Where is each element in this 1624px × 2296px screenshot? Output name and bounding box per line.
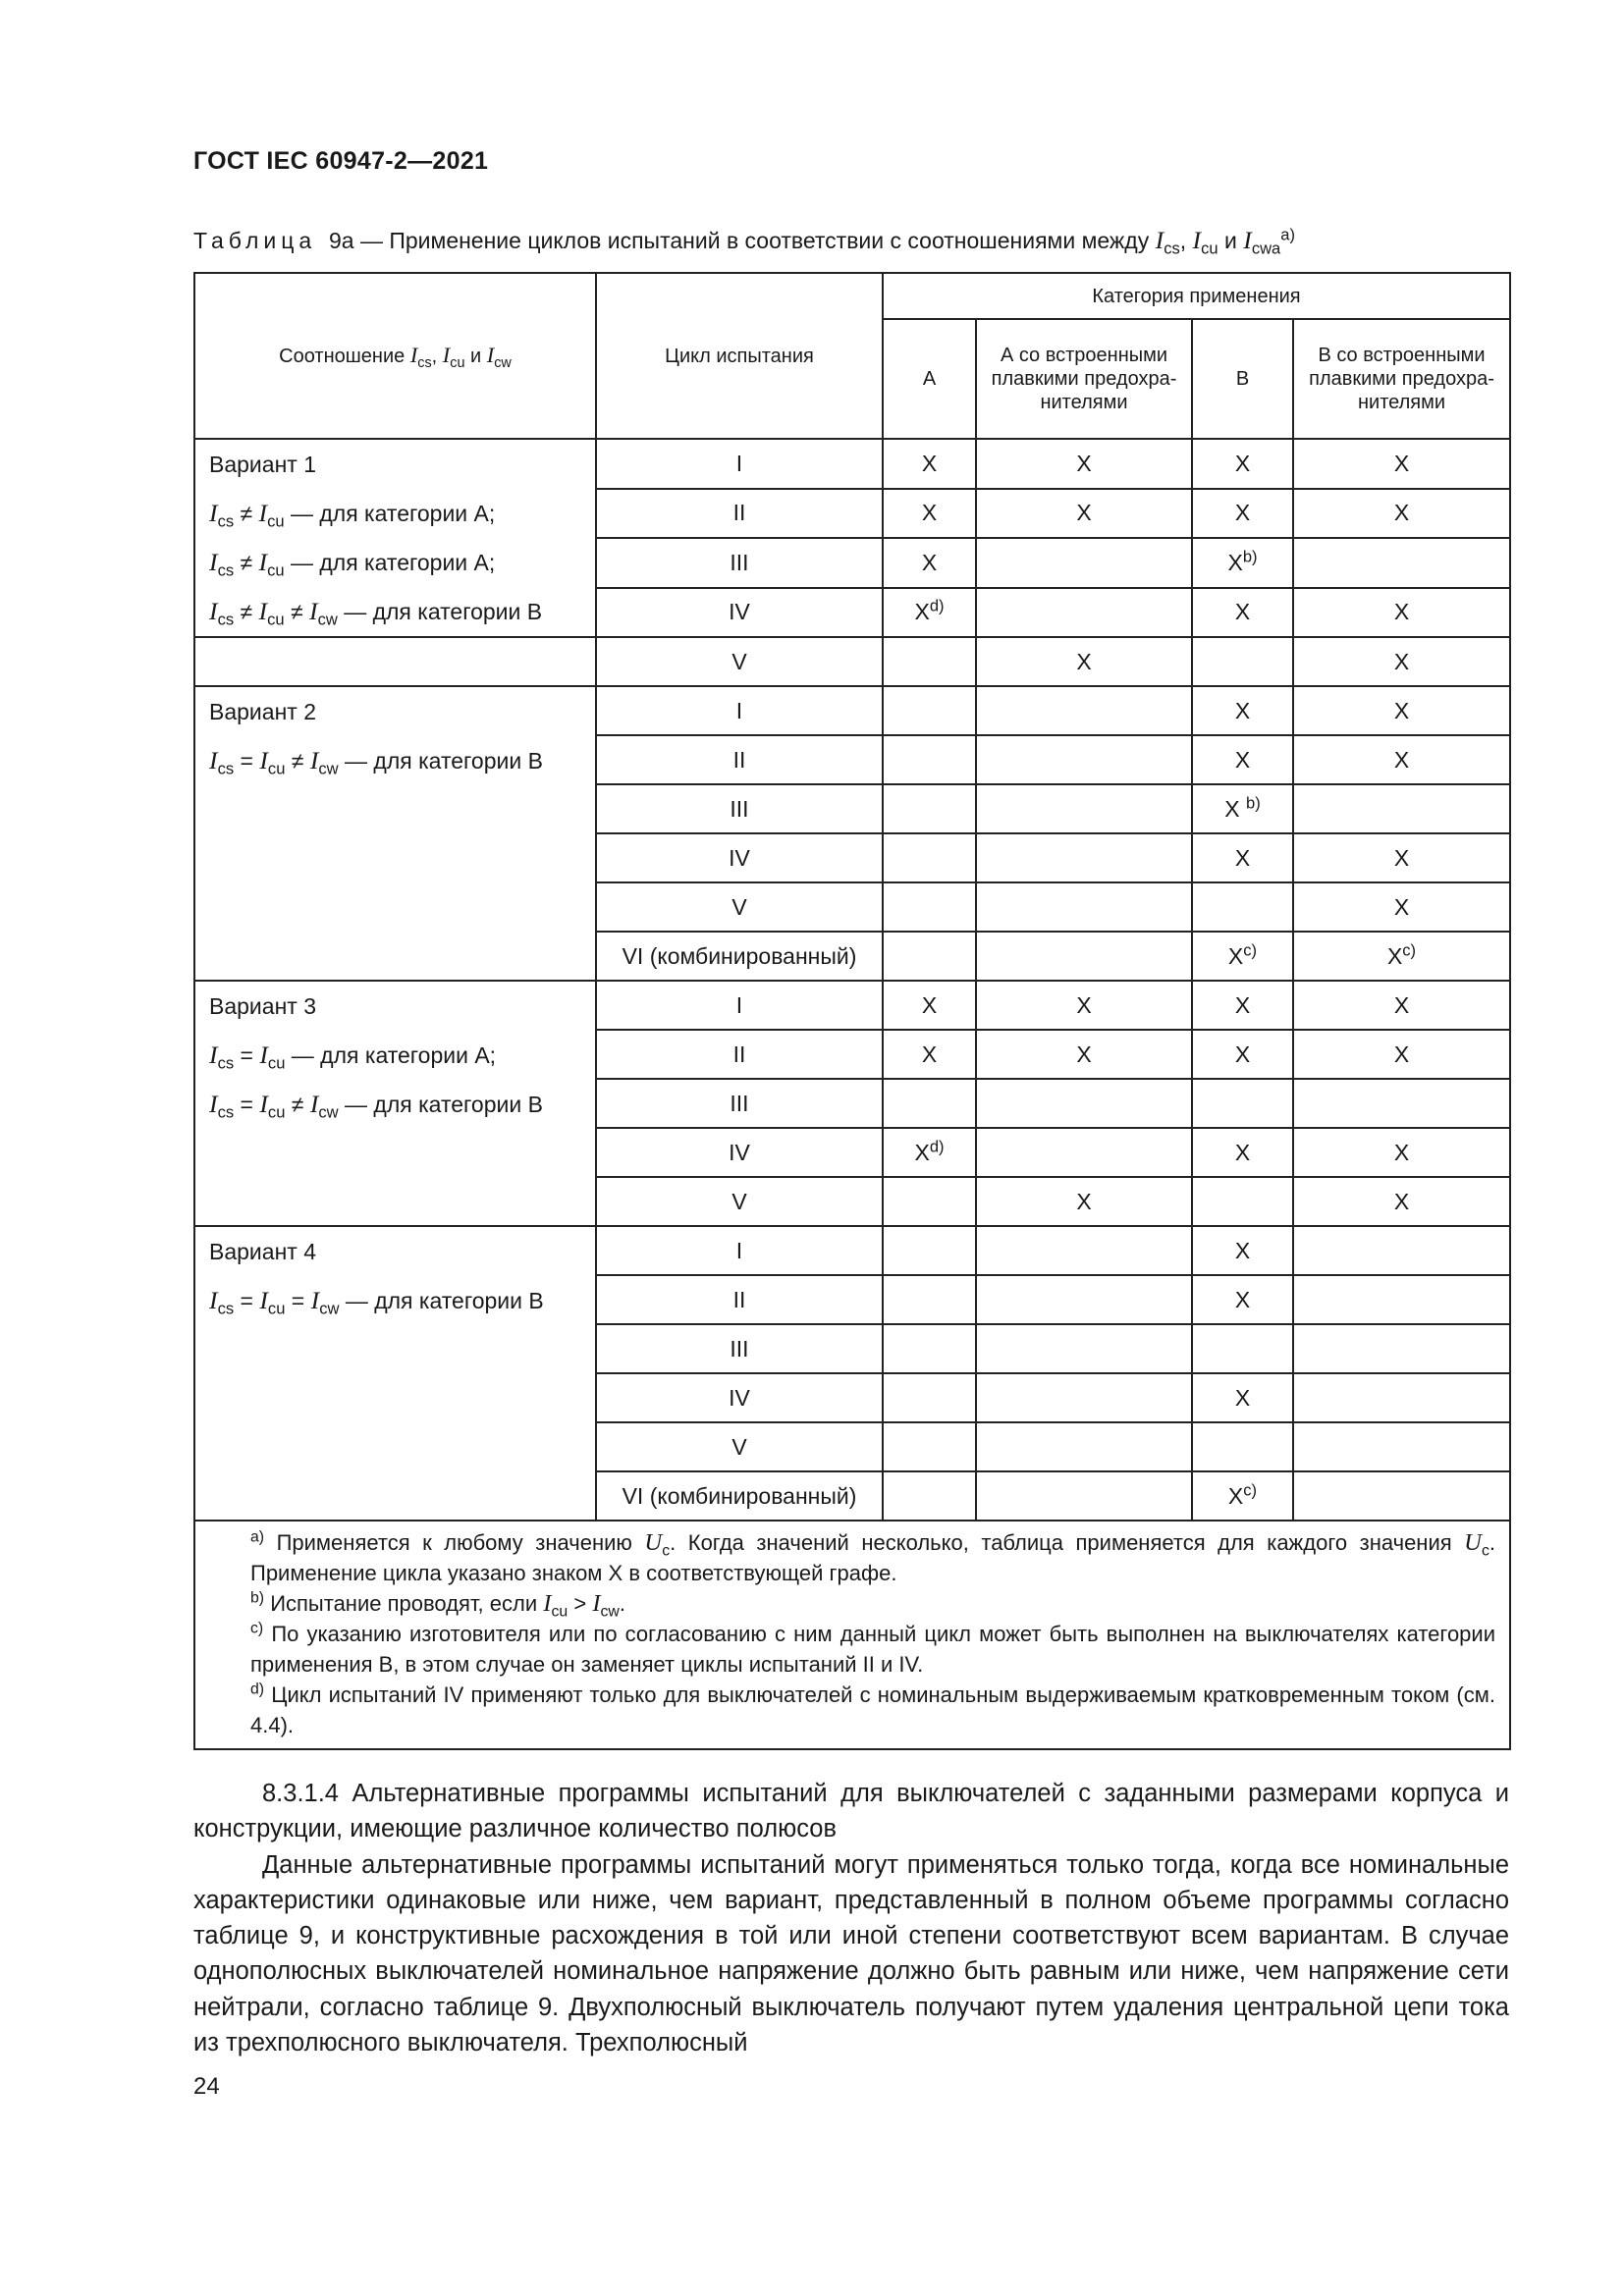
header-cat-b-fuse: В со встроенными плавкими предохранителями — [1293, 319, 1510, 439]
footnote-ref: c) — [1402, 939, 1417, 959]
cycle-cell: III — [596, 1324, 883, 1373]
cat-b-cell — [1192, 1079, 1293, 1128]
header-test-cycle: Цикл испытания — [596, 273, 883, 439]
cat-a-fuse-cell — [976, 1128, 1192, 1177]
cat-a-fuse-cell — [976, 686, 1192, 735]
cat-b-fuse-cell — [1293, 1324, 1510, 1373]
cat-a-fuse-cell — [976, 1471, 1192, 1521]
body-paragraph: Данные альтернативные программы испытаний могут применяться только тогда, когда все номинальные характеристики одинаковые или ниже, чем вариант, представленный в полном объеме программы согласно таблице 9, и конструктивные расхождения в той или иной степени соответствуют всем вариантам. В случае однополюсных выключателей номинальное напряжение должно быть равным или ниже, чем напряжение сети нейтрали, согласно таблице 9. Двухполюсный выключатель получают путем удаления центральной цепи тока из трехполюсного выключателя. Трехполюсный — [193, 1850, 1509, 2057]
cat-a-cell — [883, 1226, 976, 1275]
cat-a-fuse-cell: X — [976, 439, 1192, 489]
cat-a-cell — [883, 932, 976, 981]
footnote-ref: c) — [1243, 939, 1258, 959]
cat-b-cell: X — [1192, 1030, 1293, 1079]
cat-b-cell: X — [1192, 1226, 1293, 1275]
cycle-cell: VI (комбинированный) — [596, 932, 883, 981]
table-title — [193, 225, 1295, 258]
sub-cwa: cwa — [1251, 239, 1281, 258]
header-cat-a: А — [883, 319, 976, 439]
cycle-cell: I — [596, 981, 883, 1030]
cat-b-fuse-cell — [1293, 784, 1510, 833]
section-heading-paragraph: 8.3.1.4 Альтернативные программы испытаний для выключателей с заданными размерами корпуса и конструкции, имеющие различное количество полюсов — [193, 1780, 1509, 1843]
cat-a-fuse-cell — [976, 1275, 1192, 1324]
cat-b-fuse-cell: X — [1293, 686, 1510, 735]
cycle-cell: III — [596, 1079, 883, 1128]
cat-a-cell: X — [883, 489, 976, 539]
cycle-cell: III — [596, 538, 883, 588]
sub-cu: cu — [1201, 239, 1218, 258]
table-row — [194, 686, 1510, 735]
cycle-cell: VI (комбинированный) — [596, 1471, 883, 1521]
cycle-cell: II — [596, 1275, 883, 1324]
relation-line: $I_{cs} = I_{cu}$ — для категории А; — [209, 1041, 497, 1073]
cat-a-fuse-cell: X — [976, 981, 1192, 1030]
cat-b-fuse-cell: X — [1293, 735, 1510, 784]
cat-b-cell: X — [1192, 981, 1293, 1030]
cat-b-cell: X — [1192, 1373, 1293, 1422]
variant-1-cell — [194, 439, 596, 637]
cycle-cell: II — [596, 735, 883, 784]
var-i: I — [1155, 226, 1164, 254]
cat-a-cell: $X^{d)}$ — [883, 1128, 976, 1177]
body-text — [193, 1776, 1509, 2060]
cat-b-fuse-cell: X — [1293, 1030, 1510, 1079]
cat-b-fuse-cell — [1293, 1471, 1510, 1521]
cat-a-fuse-cell — [976, 588, 1192, 638]
cat-a-cell — [883, 1177, 976, 1226]
cat-b-fuse-cell: X — [1293, 882, 1510, 932]
cat-a-cell: $X^{d)}$ — [883, 588, 976, 638]
cat-a-fuse-cell — [976, 1422, 1192, 1471]
variant-title: Вариант 2 — [209, 699, 316, 724]
table-title-text: 9а — Применение циклов испытаний в соответствии с соотношениями между — [328, 228, 1150, 253]
cycle-cell: V — [596, 882, 883, 932]
cat-b-cell — [1192, 1422, 1293, 1471]
cat-b-fuse-cell: X — [1293, 489, 1510, 539]
cat-a-fuse-cell: X — [976, 637, 1192, 686]
cat-b-fuse-cell — [1293, 1226, 1510, 1275]
cat-a-fuse-cell: X — [976, 1177, 1192, 1226]
footnote-c: $^{c)}$ По указанию изготовителя или по согласованию с ним данный цикл может быть выполнен на выключателях категории применения В, в этом случае он заменяет циклы испытаний II и IV. — [250, 1620, 1495, 1677]
cycle-cell: IV — [596, 588, 883, 638]
cat-b-cell: X — [1192, 686, 1293, 735]
cycle-cell: II — [596, 489, 883, 539]
cat-b-fuse-cell: X — [1293, 1177, 1510, 1226]
footnote-a: $^{a)}$ Применяется к любому значению $U_c$. Когда значений несколько, таблица применяется для каждого значения $U_c$. Применение цикла указано знаком X в соответствующей графе. — [250, 1528, 1496, 1585]
cycle-cell: I — [596, 686, 883, 735]
footnote-ref: b) — [1246, 792, 1261, 812]
cat-b-fuse-cell: X — [1293, 637, 1510, 686]
cat-b-fuse-cell: $X^{c)}$ — [1293, 932, 1510, 981]
relation-line: $I_{cs} \ne I_{cu}$ — для категории А; — [209, 499, 496, 531]
cat-b-cell: $X^{c)}$ — [1192, 1471, 1293, 1521]
cycle-cell: V — [596, 637, 883, 686]
header-relation: Соотношение $I_{cs}$, $I_{cu}$ и $I_{cw}$ — [194, 273, 596, 439]
table-title-prefix: Таблица — [193, 228, 317, 253]
cat-b-fuse-cell: X — [1293, 588, 1510, 638]
cycle-cell: IV — [596, 1373, 883, 1422]
relation-line: $I_{cs} \ne I_{cu}$ — для категории А; — [209, 548, 496, 580]
cat-a-fuse-cell: X — [976, 489, 1192, 539]
footnote-ref: b) — [1242, 547, 1258, 566]
footnotes-row — [194, 1521, 1510, 1749]
cycle-cell: II — [596, 1030, 883, 1079]
cat-a-fuse-cell — [976, 932, 1192, 981]
variant-empty-cell — [194, 637, 596, 686]
variant-4-cell — [194, 1226, 596, 1521]
cat-a-fuse-cell — [976, 538, 1192, 588]
cat-b-cell — [1192, 882, 1293, 932]
cat-a-fuse-cell — [976, 784, 1192, 833]
cat-b-cell: X — [1192, 588, 1293, 638]
cat-a-fuse-cell — [976, 1226, 1192, 1275]
cycle-cell: I — [596, 1226, 883, 1275]
variant-2-cell — [194, 686, 596, 981]
cat-a-cell — [883, 1079, 976, 1128]
cat-a-cell — [883, 1324, 976, 1373]
cycle-cell: I — [596, 439, 883, 489]
relation-line: $I_{cs} = I_{cu} \ne I_{cw}$ — для категории В — [209, 746, 543, 778]
table-row — [194, 637, 1510, 686]
relation-line: $I_{cs} \ne I_{cu} \ne I_{cw}$ — для категории В — [209, 597, 543, 629]
cat-a-cell — [883, 637, 976, 686]
cat-a-fuse-cell — [976, 1373, 1192, 1422]
test-cycles-table — [193, 272, 1511, 1750]
cat-b-cell: X — [1192, 1275, 1293, 1324]
cat-a-cell — [883, 1275, 976, 1324]
cat-a-fuse-cell: X — [976, 1030, 1192, 1079]
cat-b-cell: X — [1192, 489, 1293, 539]
header-category: Категория применения — [883, 273, 1510, 319]
footnote-ref-a: a) — [1280, 225, 1295, 244]
cat-a-cell — [883, 686, 976, 735]
cat-a-cell: X — [883, 538, 976, 588]
conj: и — [1223, 228, 1237, 253]
cat-a-cell — [883, 784, 976, 833]
variant-title: Вариант 1 — [209, 452, 316, 477]
cat-a-fuse-cell — [976, 833, 1192, 882]
cat-b-cell — [1192, 1324, 1293, 1373]
footnote-b: $^{b)}$ Испытание проводят, если $I_{cu} > I_{cw}$. — [250, 1589, 625, 1621]
cat-a-cell: X — [883, 1030, 976, 1079]
footnote-ref: c) — [1243, 1479, 1258, 1499]
footnote-ref: d) — [929, 1136, 945, 1155]
cat-b-fuse-cell: X — [1293, 439, 1510, 489]
cat-b-cell: $X^{b)}$ — [1192, 538, 1293, 588]
variant-3-cell — [194, 981, 596, 1226]
cat-a-cell — [883, 833, 976, 882]
cycle-cell: III — [596, 784, 883, 833]
cat-b-fuse-cell: X — [1293, 833, 1510, 882]
cat-b-cell: X — [1192, 1128, 1293, 1177]
cat-a-fuse-cell — [976, 1079, 1192, 1128]
page-number: 24 — [193, 2073, 220, 2100]
cat-b-fuse-cell — [1293, 1422, 1510, 1471]
cat-b-cell: X $^{b)}$ — [1192, 784, 1293, 833]
var-i: I — [1192, 226, 1202, 254]
cat-a-fuse-cell — [976, 735, 1192, 784]
variant-title: Вариант 4 — [209, 1239, 316, 1264]
cat-b-cell: X — [1192, 735, 1293, 784]
table-row — [194, 1226, 1510, 1275]
cat-a-cell — [883, 1373, 976, 1422]
var-i: I — [1243, 226, 1252, 254]
table-footnotes — [194, 1521, 1510, 1749]
document-header: ГОСТ IEC 60947-2—2021 — [193, 147, 489, 175]
cat-a-cell — [883, 882, 976, 932]
cat-a-cell — [883, 735, 976, 784]
relation-line: $I_{cs} = I_{cu} = I_{cw}$ — для категории В — [209, 1286, 544, 1318]
footnote-d: $^{d)}$ Цикл испытаний IV применяют только для выключателей с номинальным выдерживаемым кратковременным током (см. 4.4). — [250, 1681, 1495, 1737]
cat-a-cell: X — [883, 981, 976, 1030]
cat-b-fuse-cell — [1293, 1275, 1510, 1324]
footnote-ref: d) — [929, 596, 945, 615]
cat-b-cell: X — [1192, 833, 1293, 882]
cat-a-fuse-cell — [976, 1324, 1192, 1373]
cat-b-fuse-cell: X — [1293, 1128, 1510, 1177]
cat-a-cell — [883, 1471, 976, 1521]
cat-a-cell: X — [883, 439, 976, 489]
cycle-cell: IV — [596, 833, 883, 882]
cycle-cell: IV — [596, 1128, 883, 1177]
cat-b-fuse-cell — [1293, 1079, 1510, 1128]
cat-b-fuse-cell — [1293, 538, 1510, 588]
cat-b-cell — [1192, 637, 1293, 686]
comma: , — [1179, 228, 1187, 253]
cat-b-cell — [1192, 1177, 1293, 1226]
cycle-cell: V — [596, 1177, 883, 1226]
cat-a-cell — [883, 1422, 976, 1471]
variant-title: Вариант 3 — [209, 993, 316, 1019]
table-row — [194, 981, 1510, 1030]
cat-b-fuse-cell — [1293, 1373, 1510, 1422]
cat-b-cell: X — [1192, 439, 1293, 489]
sub-cs: cs — [1164, 239, 1180, 258]
cycle-cell: V — [596, 1422, 883, 1471]
header-cat-a-fuse: А со встроенными плавкими предохранителями — [976, 319, 1192, 439]
cat-a-fuse-cell — [976, 882, 1192, 932]
relation-line: $I_{cs} = I_{cu} \ne I_{cw}$ — для категории В — [209, 1090, 543, 1122]
cat-b-fuse-cell: X — [1293, 981, 1510, 1030]
cat-b-cell: $X^{c)}$ — [1192, 932, 1293, 981]
table-row — [194, 439, 1510, 489]
header-cat-b: В — [1192, 319, 1293, 439]
